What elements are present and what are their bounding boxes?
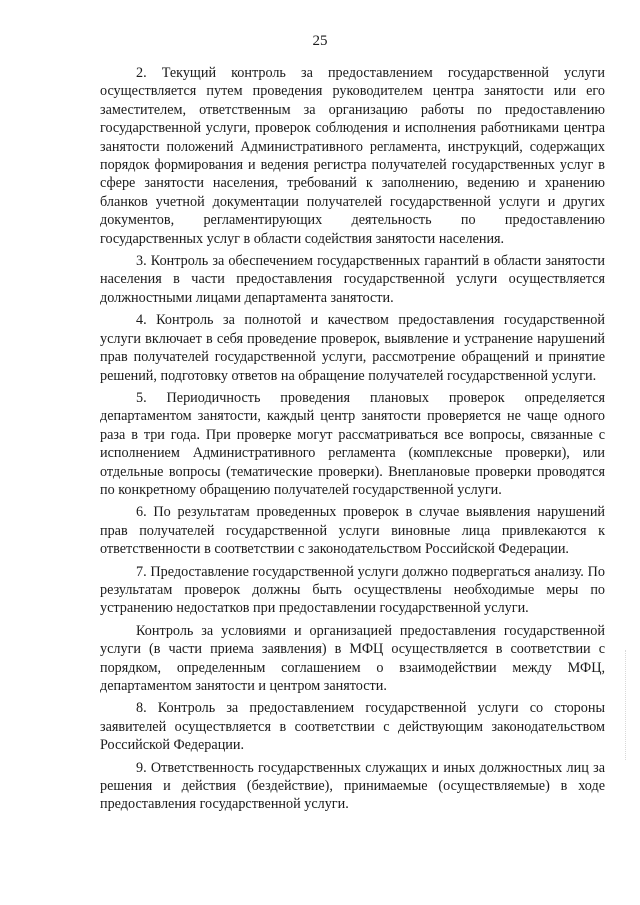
paragraph-9: 9. Ответственность государственных служащих и иных должностных лиц за решения и действия (бездействие), принимаемые (осуществляемые) в ходе предоставления государственной услуги.	[100, 759, 605, 813]
paragraph-7-mfc-control: Контроль за условиями и организацией предоставления государственной услуги (в части приема заявления) в МФЦ осуществляется в соответствии с порядком, определенным соглашением о взаимодействии между МФЦ, департаментом занятости и центром занятости.	[100, 622, 605, 694]
paragraph-6: 6. По результатам проведенных проверок в случае выявления нарушений прав получателей государственной услуги виновные лица привлекаются к ответственности в соответствии с законодательством Российской Федерации.	[100, 504, 605, 558]
paragraph-4: 4. Контроль за полнотой и качеством предоставления государственной услуги включает в себя проведение проверок, выявление и устранение нарушений прав получателей государственной услуги, рассмотрение обращений и принятие решений, подготовку ответов на обращение получателей государственной услуги.	[100, 312, 605, 384]
paragraph-7: 7. Предоставление государственной услуги должно подвергаться анализу. По результатам проверок должны быть осуществлены необходимые меры по устранению недостатков при предоставлении государственной услуги.	[100, 563, 605, 617]
document-body	[100, 64, 605, 818]
scan-margin-mark	[625, 650, 632, 760]
paragraph-3: 3. Контроль за обеспечением государственных гарантий в области занятости населения в части предоставления государственной услуги осуществляется должностными лицами департамента занятости.	[100, 253, 605, 306]
paragraph-2: 2. Текущий контроль за предоставлением государственной услуги осуществляется путем проведения руководителем центра занятости или его заместителем, ответственным за организацию работы по предоставлению государственной услуги, проверок соблюдения и исполнения работниками центра занятости положений Административного регламента, инструкций, содержащих порядок формирования и ведения регистра получателей государственных услуг в сфере занятости населения, требований к заполнению, ведению и хранению бланков учетной документации получателей государственной услуги и других документов, регламентирующих деятельность по предоставлению государственных услуг в области содействия занятости населения.	[100, 65, 605, 247]
paragraph-8: 8. Контроль за предоставлением государственной услуги со стороны заявителей осуществляется в соответствии с действующим законодательством Российской Федерации.	[100, 700, 605, 754]
page-number: 25	[312, 33, 328, 49]
paragraph-5: 5. Периодичность проведения плановых проверок определяется департаментом занятости, каждый центр занятости проверяется не чаще одного раза в три года. При проверке могут рассматриваться все вопросы, связанные с исполнением Административного регламента (комплексные проверки), или отдельные вопросы (тематические проверки). Внеплановые проверки проводятся по конкретному обращению получателей государственной услуги.	[100, 389, 605, 498]
